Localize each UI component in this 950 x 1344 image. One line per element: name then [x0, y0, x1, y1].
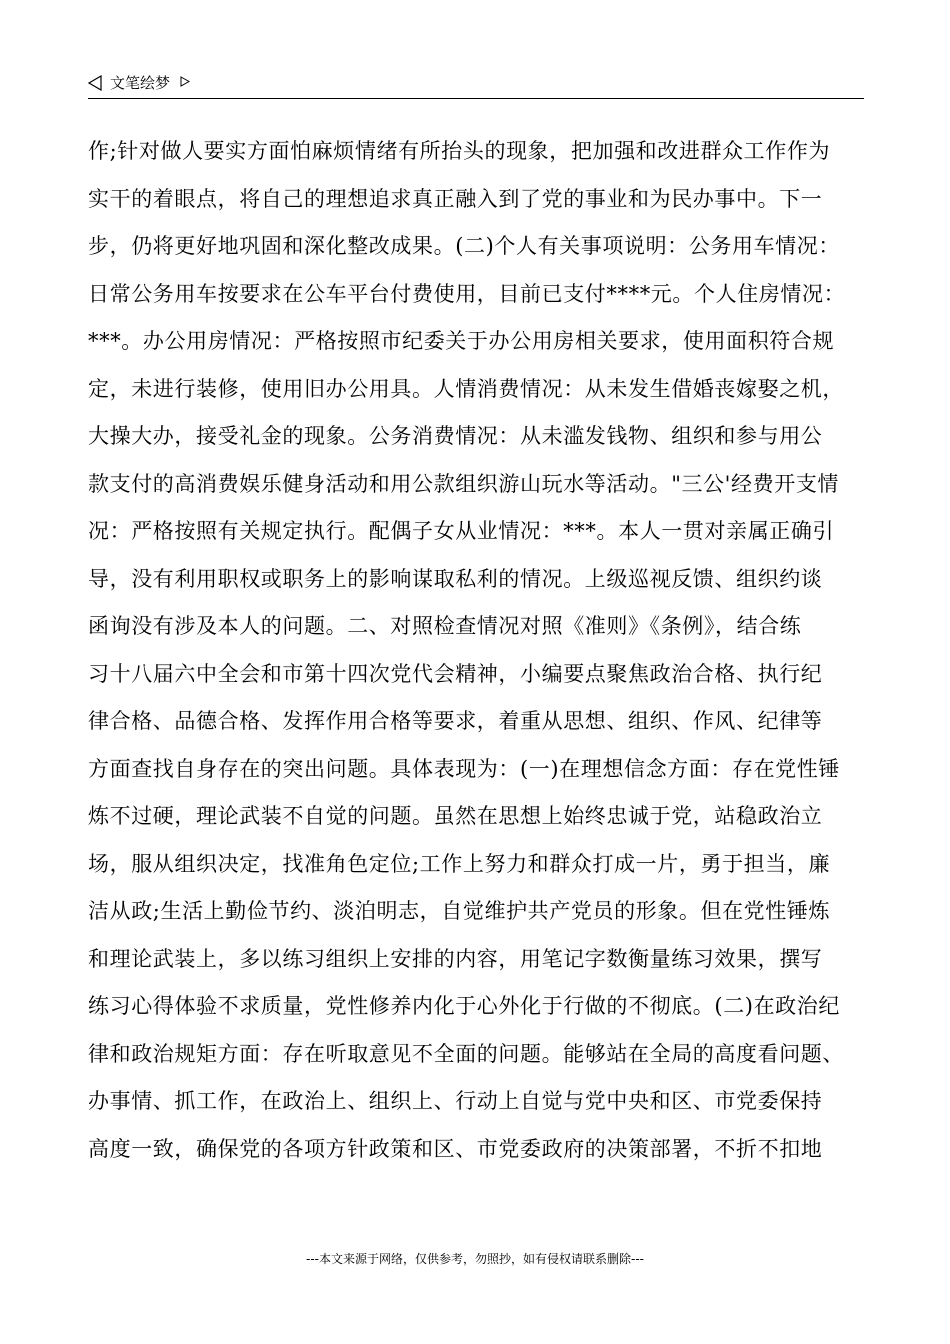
text-line: 步，仍将更好地巩固和深化整改成果。(二)个人有关事项说明：公务用车情况： [88, 234, 840, 258]
header-title: 文笔绘梦 [110, 74, 171, 92]
text-line: 高度一致，确保党的各项方针政策和区、市党委政府的决策部署，不折不扣地 [88, 1136, 823, 1161]
text-line: 律和政治规矩方面：存在听取意见不全面的问题。能够站在全局的高度看问题、 [88, 1041, 844, 1066]
document-body [88, 128, 868, 1173]
triangle-left-icon [88, 75, 102, 91]
text-line: 洁从政;生活上勤俭节约、淡泊明志，自觉维护共产党员的形象。但在党性锤炼 [88, 899, 831, 923]
text-line: 习十八届六中全会和市第十四次党代会精神，小编要点聚焦政治合格、执行纪 [88, 661, 823, 686]
text-line: 大操大办，接受礼金的现象。公务消费情况：从未滥发钱物、组织和参与用公 [88, 424, 823, 448]
text-line: 炼不过硬，理论武装不自觉的问题。虽然在思想上始终忠诚于党，站稳政治立 [88, 804, 823, 828]
text-line: 方面查找自身存在的突出问题。具体表现为：(一)在理想信念方面：存在党性锤 [88, 756, 840, 781]
text-line: 况：严格按照有关规定执行。配偶子女从业情况：***。本人一贯对亲属正确引 [88, 519, 835, 543]
triangle-right-icon [180, 76, 190, 87]
text-line: 函询没有涉及本人的问题。二、对照检查情况对照《准则》《条例》，结合练 [88, 614, 802, 638]
text-line: 办事情、抓工作，在政治上、组织上、行动上自觉与党中央和区、市党委保持 [88, 1089, 823, 1113]
text-line: 和理论武装上，多以练习组织上安排的内容，用笔记字数衡量练习效果，撰写 [88, 946, 823, 971]
footer-disclaimer: ---本文来源于网络，仅供参考，勿照抄，如有侵权请联系删除--- [306, 1252, 644, 1266]
text-line: 款支付的高消费娱乐健身活动和用公款组织游山玩水等活动。"三公'经费开支情 [88, 471, 840, 496]
text-line: 场，服从组织决定，找准角色定位;工作上努力和群众打成一片，勇于担当，廉 [88, 851, 831, 876]
text-line: 导，没有利用职权或职务上的影响谋取私利的情况。上级巡视反馈、组织约谈 [88, 566, 823, 591]
text-line: 练习心得体验不求质量，党性修养内化于心外化于行做的不彻底。(二)在政治纪 [88, 994, 840, 1018]
page-header [88, 70, 864, 99]
text-line: 作;针对做人要实方面怕麻烦情绪有所抬头的现象，把加强和改进群众工作作为 [88, 139, 831, 163]
text-line: 定，未进行装修，使用旧办公用具。人情消费情况：从未发生借婚丧嫁娶之机， [88, 376, 844, 401]
text-line: ***。办公用房情况：严格按照市纪委关于办公用房相关要求，使用面积符合规 [88, 329, 835, 353]
text-line: 日常公务用车按要求在公车平台付费使用，目前已支付****元。个人住房情况： [88, 281, 846, 306]
text-line: 实干的着眼点，将自己的理想追求真正融入到了党的事业和为民办事中。下一 [88, 186, 823, 211]
text-line: 律合格、品德合格、发挥作用合格等要求，着重从思想、组织、作风、纪律等 [88, 709, 823, 733]
